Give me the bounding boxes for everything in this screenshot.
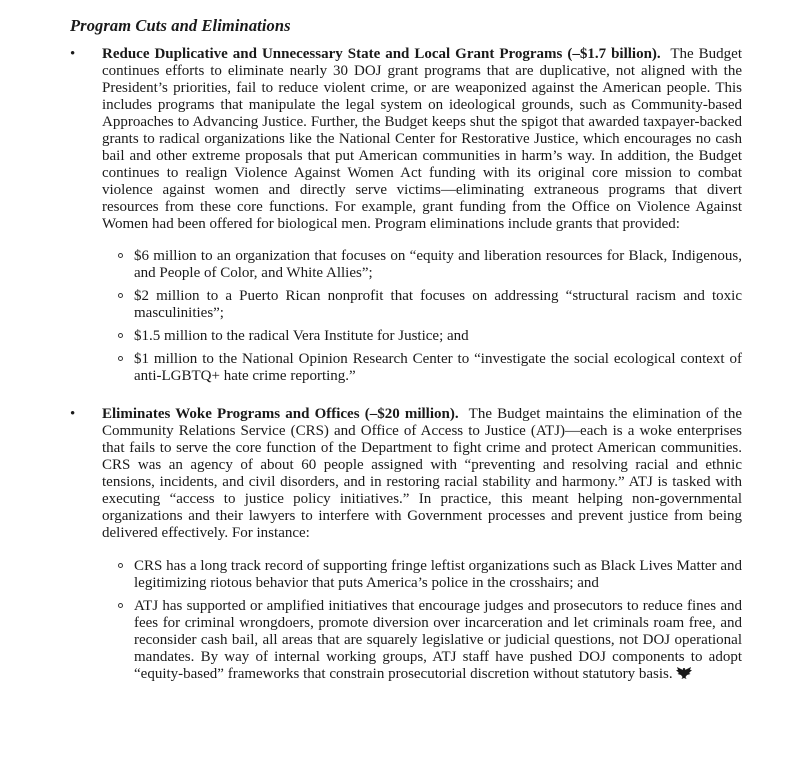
circle-bullet-icon [118,603,123,608]
circle-bullet-icon [118,253,123,258]
item-title: Eliminates Woke Programs and Offices (–$20 million). [102,406,459,422]
circle-bullet-icon [118,356,123,361]
bullet-marker: • [70,46,76,62]
sub-list-item: ATJ has supported or amplified initiatives that encourage judges and prosecutors to reduce fines and fees for criminal wrongdoers, promote diversion over incarceration and let criminals roam free, and reconsider cash bail, all areas that are squarely legislative or judicial questions, not DOJ operational mandates. By way of internal working groups, ATJ staff have pushed DOJ components to adopt “equity-based” frameworks that constrain prosecutorial discretion without statutory basis. [118,598,742,683]
eagle-icon [676,666,692,680]
sub-list-grants [118,248,742,385]
bullet-marker: • [70,406,76,422]
circle-bullet-icon [118,563,123,568]
sub-list-item: CRS has a long track record of supporting fringe leftist organizations such as Black Lives Matter and legitimizing riotous behavior that puts America’s police in the crosshairs; and [118,558,742,592]
bullet-item-woke-programs [70,406,742,542]
section-heading: Program Cuts and Eliminations [70,16,291,35]
sub-list-item: $2 million to a Puerto Rican nonprofit that focuses on addressing “structural racism and toxic masculinities”; [118,288,742,322]
circle-bullet-icon [118,293,123,298]
sub-list-examples [118,558,742,683]
item-paragraph [102,46,742,233]
item-body-text: The Budget continues efforts to eliminate nearly 30 DOJ grant programs that are duplicative, not aligned with the President’s priorities, fail to reduce violent crime, or are weaponized against the American people. This includes programs that manipulate the legal system on ideological grounds, such as Community-based Approaches to Advancing Justice. Further, the Budget keeps shut the spigot that awarded taxpayer-backed grants to radical organizations like the National Center for Restorative Justice, which encourages no cash bail and other extreme proposals that put American communities in harm’s way. In addition, the Budget continues to realign Violence Against Women Act funding with its original core mission to combat violence against women and directly serve victims—eliminating extraneous programs that divert resources from these core functions. For example, grant funding from the Office on Violence Against Women had been offered for biological men. Program eliminations include grants that provided: [102,46,742,232]
circle-bullet-icon [118,333,123,338]
sub-list-item: $6 million to an organization that focuses on “equity and liberation resources for Black, Indigenous, and People of Color, and White Allies”; [118,248,742,282]
item-title: Reduce Duplicative and Unnecessary State and Local Grant Programs (–$1.7 billion). [102,46,661,62]
item-body-text: The Budget maintains the elimination of the Community Relations Service (CRS) and Office of Access to Justice (ATJ)—each is a woke enterprises that fails to serve the core function of the Department to fight crime and protect American communities. CRS was an agency of about 60 people assigned with “preventing and resolving racial and ethnic tensions, incidents, and civil disorders, and in restoring racial stability and harmony.” ATJ is tasked with executing “access to justice policy initiatives.” In practice, this meant helping non-governmental organizations and their lawyers to interfere with Government processes and prevent justice from being delivered effectively. For instance: [102,406,743,541]
item-paragraph [102,406,742,542]
sub-list-item: $1 million to the National Opinion Research Center to “investigate the social ecological context of anti-LGBTQ+ hate crime reporting.” [118,351,742,385]
sub-list-item: $1.5 million to the radical Vera Institute for Justice; and [118,328,742,345]
bullet-item-grant-programs [70,46,742,233]
